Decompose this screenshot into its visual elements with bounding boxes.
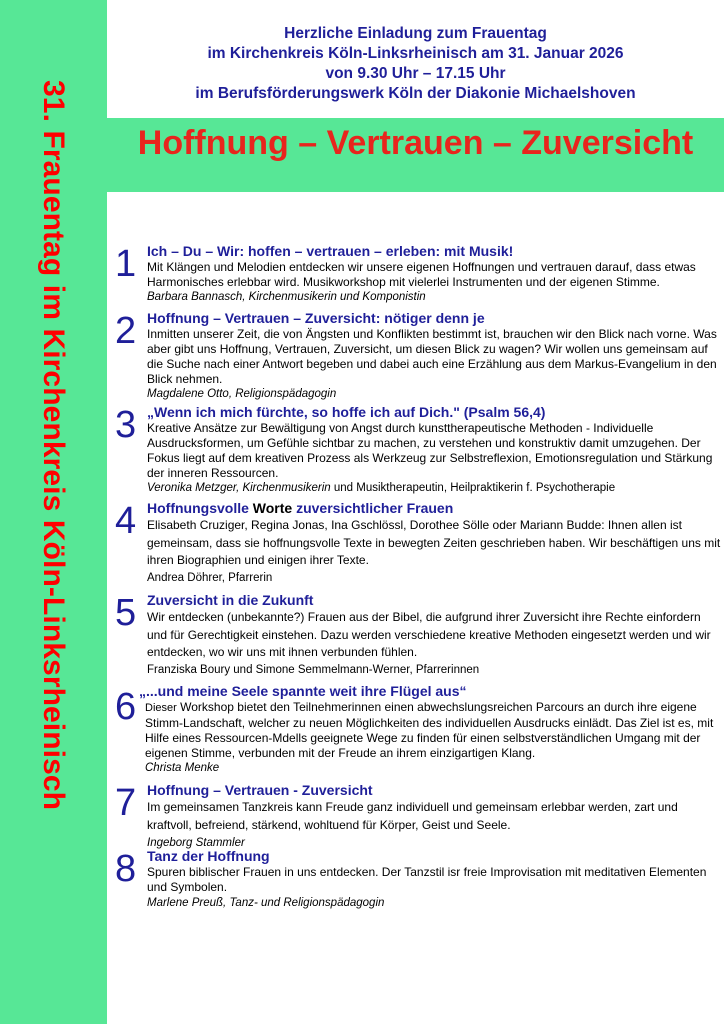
header-line: im Berufsförderungswerk Köln der Diakonie Michaelshoven: [195, 85, 636, 102]
workshop-number: 1: [115, 243, 137, 285]
workshop-author-part: Veronika Metzger, Kirchenmusikerin: [147, 482, 334, 494]
workshop-description-part: Dieser: [145, 702, 177, 714]
workshop-title: „Wenn ich mich fürchte, so hoffe ich auf Dich." (Psalm 56,4): [147, 404, 546, 420]
workshop-number: 8: [115, 848, 137, 890]
workshop-title: Ich – Du – Wir: hoffen – vertrauen – erleben: mit Musik!: [147, 243, 514, 259]
workshop-title: Hoffnung – Vertrauen - Zuversicht: [147, 782, 373, 798]
workshop-description: Wir entdecken (unbekannte?) Frauen aus der Bibel, die aufgrund ihrer Zuversicht ihre Rechte einfordern und für Gerechtigkeit einstehen. Dazu werden verschiedene kreative Methoden eingesetzt werden und wir entdecken, wo wir uns mit ihnen verbunden fühlen.: [147, 610, 711, 659]
header-line: Herzliche Einladung zum Frauentag: [284, 25, 547, 42]
workshop-number: 2: [115, 310, 137, 352]
workshop-author: Ingeborg Stammler: [147, 837, 245, 849]
workshop-author: [147, 481, 722, 496]
workshop-description: Elisabeth Cruziger, Regina Jonas, Ina Gschlössl, Dorothee Sölle oder Mariann Budde: Ihnen allen ist gemeinsam, dass sie hoffnungsvolle Texte in bewegten Zeiten geschrieben haben. Wir beschäftigen uns mit ihren Biographien und einigen ihrer Texte.: [147, 518, 721, 567]
workshop-title-part: Worte: [252, 500, 293, 516]
workshop-title: Tanz der Hoffnung: [147, 848, 270, 864]
workshop-description: [145, 700, 722, 761]
workshop-description: Im gemeinsamen Tanzkreis kann Freude ganz individuell und gemeinsam erlebbar werden, zart und kraftvoll, befreiend, stärkend, wohltuend für Körper, Geist und Seele.: [147, 800, 678, 832]
workshop-author: Andrea Döhrer, Pfarrerin: [147, 571, 273, 584]
workshop-author: Barbara Bannasch, Kirchenmusikerin und Komponistin: [147, 291, 426, 303]
workshop-author: Christa Menke: [145, 762, 220, 774]
workshop-title: [147, 500, 722, 517]
workshop-author-part: und Musiktherapeutin, Heilpraktikerin f. Psychotherapie: [333, 482, 616, 494]
workshop-number: 5: [115, 592, 137, 634]
workshop-description: Kreative Ansätze zur Bewältigung von Angst durch kunsttherapeutische Methoden - Individuelle Ausdrucksformen, um Gefühle sichtbar zu machen, zu verstehen und konstruktiv damit umzugehen. Der Fokus liegt auf dem kreativen Prozess als Werkzeug zur Selbstreflexion, Emotionsregulation und Stärkung der inneren Ressourcen.: [147, 421, 713, 480]
header-line: im Kirchenkreis Köln-Linksrheinisch am 31. Januar 2026: [207, 45, 624, 62]
vertical-title: 31. Frauentag im Kirchenkreis Köln-Linksrheinisch: [37, 80, 70, 811]
workshop-number: 7: [115, 782, 137, 824]
workshop-number: 3: [115, 404, 137, 446]
workshop-author: Marlene Preuß, Tanz- und Religionspädagogin: [147, 897, 385, 909]
workshop-title-part: Hoffnungsvolle: [147, 500, 253, 516]
workshop-number: 4: [115, 500, 137, 542]
workshop-description: Mit Klängen und Melodien entdecken wir unsere eigenen Hoffnungen und vertrauen darauf, dass etwas Harmonisches erlebbar wird. Musikworkshop mit vielerlei Instrumenten und der eigenen Stimme.: [147, 260, 696, 289]
workshop-title: „...und meine Seele spannte weit ihre Flügel aus“: [139, 683, 467, 699]
workshop-description: Inmitten unserer Zeit, die von Ängsten und Konflikten bestimmt ist, brauchen wir den Blick nach vorne. Was aber gibt uns Hoffnung, Vertrauen, Zuversicht, um diesen Blick zu wagen? Wir wollen uns gemeinsam auf die Suche nach einer Antwort begeben und dabei auch eine Erzählung aus dem Markus-Evangelium in den Blick nehmen.: [147, 327, 717, 386]
workshop-author: Franziska Boury und Simone Semmelmann-Werner, Pfarrerinnen: [147, 663, 480, 676]
workshop-title: Zuversicht in die Zukunft: [147, 592, 314, 608]
banner: [107, 118, 724, 192]
workshop-number: 6: [115, 686, 137, 728]
header: [107, 24, 724, 104]
workshop-author: Magdalene Otto, Religionspädagogin: [147, 388, 337, 400]
header-line: von 9.30 Uhr – 17.15 Uhr: [325, 65, 506, 82]
banner-title: Hoffnung – Vertrauen – Zuversicht: [137, 124, 694, 162]
workshop-description: Spuren biblischer Frauen in uns entdecken. Der Tanzstil isr freie Improvisation mit meditativen Elementen und Symbolen.: [147, 865, 707, 894]
workshop-title: Hoffnung – Vertrauen – Zuversicht: nötiger denn je: [147, 310, 485, 326]
workshop-title-part: zuversichtlicher Frauen: [292, 500, 454, 516]
workshop-description-part: Workshop bietet den Teilnehmerinnen einen abwechslungsreichen Parcours an durch ihre eigene Stimm-Landschaft, welcher zu neuen Möglichkeiten des individuellen Ausdrucks einlädt. Das Ziel ist es, mit Hilfe eines Ressourcen-Mdells geeignete Wege zu finden für einen selbstverständlichen Umgang mit der eigenen Stimme, verbunden mit der Freude an ihrem einzigartigen Klang.: [145, 700, 714, 760]
